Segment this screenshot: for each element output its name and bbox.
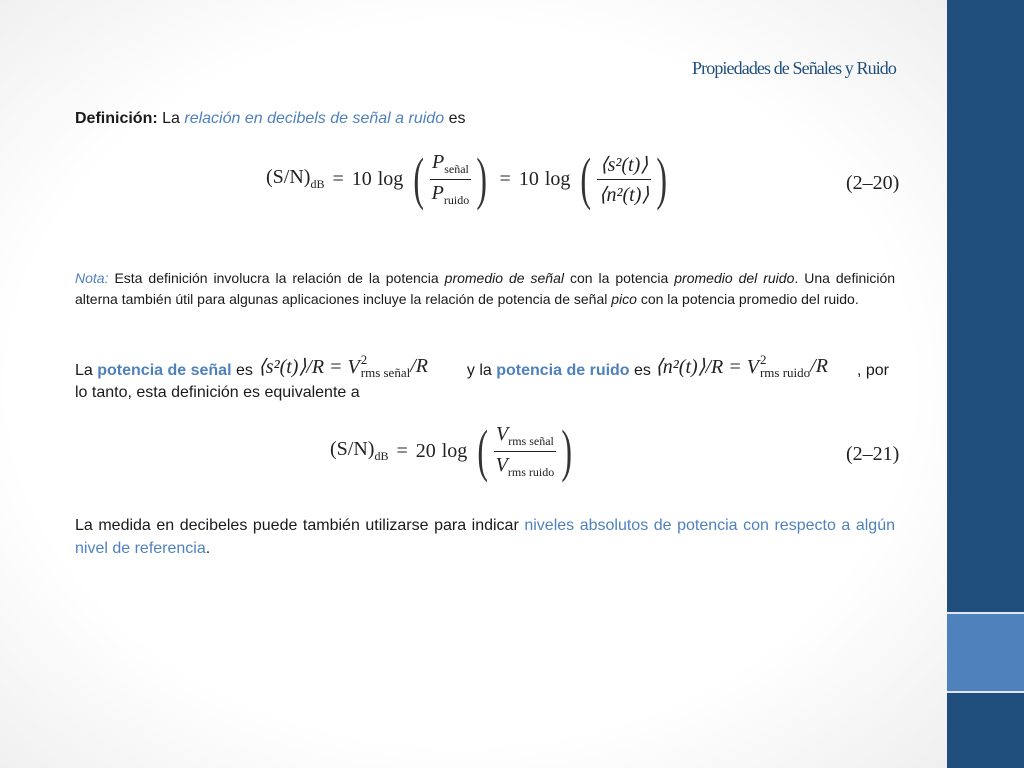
eq-coef: 10: [351, 167, 372, 190]
definition-text-end: es: [448, 110, 466, 127]
eq-lhs: $(S/N)_{dB}$: [266, 166, 325, 191]
equation-number: (2–20): [846, 172, 900, 194]
note-paragraph: Nota: Esta definición involucra la relación de la potencia promedio de señal con la potencia promedio del ruido. Una definición alterna también útil para algunas aplicaciones incluye la relación de potencia de señal pico con la potencia promedio del ruido.: [75, 270, 896, 307]
equation-number: (2–21): [846, 443, 900, 465]
equation-2-20: $(S/N)_{dB}$ = 10 log ( $\frac{P_{señal}}{P_{ruido}}$ ) = 10 log ( $\frac{\text{⟨s²(t)⟩}}{\text{⟨n²(t)⟩}}$ ): [266, 146, 668, 211]
equation-2-21: $(S/N)_{dB}$ = 20 log ( $\frac{V_{rms señal}}{V_{rms ruido}}$ ): [330, 418, 573, 483]
eq-equals: =: [499, 167, 511, 190]
eq-log: log: [377, 167, 404, 190]
eq-fraction-voltage: $\frac{V_{rms señal}}{V_{rms ruido}}$: [495, 422, 555, 479]
decibel-paragraph: La medida en decibeles puede también utilizarse para indicar niveles absolutos de potencia con respecto a algún nivel de referencia.: [75, 517, 895, 557]
sidebar-accent-block: [947, 614, 1024, 691]
noise-power-highlight: potencia de ruido: [496, 362, 630, 379]
note-label: Nota:: [75, 270, 109, 286]
signal-power-formula: ⟨s²(t)⟩/R = V 2 rms señal /R: [258, 352, 428, 380]
slide-title: Propiedades de Señales y Ruido: [692, 58, 896, 78]
definition-line: [75, 110, 465, 128]
eq-log: log: [441, 439, 468, 462]
eq-fraction-power: $\frac{P_{señal}}{P_{ruido}}$: [431, 150, 470, 207]
eq-coef: 10: [518, 167, 539, 190]
noise-power-formula: ⟨n²(t)⟩/R = V 2 rms ruido /R: [655, 352, 828, 380]
power-paragraph: La potencia de señal es y la potencia de ruido es , por lo tanto, esta definición es equivalente a: [75, 362, 889, 401]
definition-label: Definición:: [75, 110, 158, 127]
sidebar-divider: [947, 612, 1024, 614]
eq-equals: =: [332, 167, 344, 190]
signal-power-highlight: potencia de señal: [97, 362, 232, 379]
eq-fraction-mean: $\frac{\text{⟨s²(t)⟩}}{\text{⟨n²(t)⟩}}$: [598, 153, 650, 206]
definition-highlight: relación en decibels de señal a ruido: [184, 110, 445, 127]
eq-lhs: $(S/N)_{dB}$: [330, 438, 389, 463]
absolute-levels-highlight: niveles absolutos de potencia con respecto a algún nivel de referencia: [75, 517, 895, 557]
sidebar-divider: [947, 691, 1024, 693]
eq-equals: =: [396, 439, 408, 462]
eq-coef: 20: [415, 439, 436, 462]
definition-text: La: [162, 110, 180, 127]
eq-log: log: [544, 167, 571, 190]
